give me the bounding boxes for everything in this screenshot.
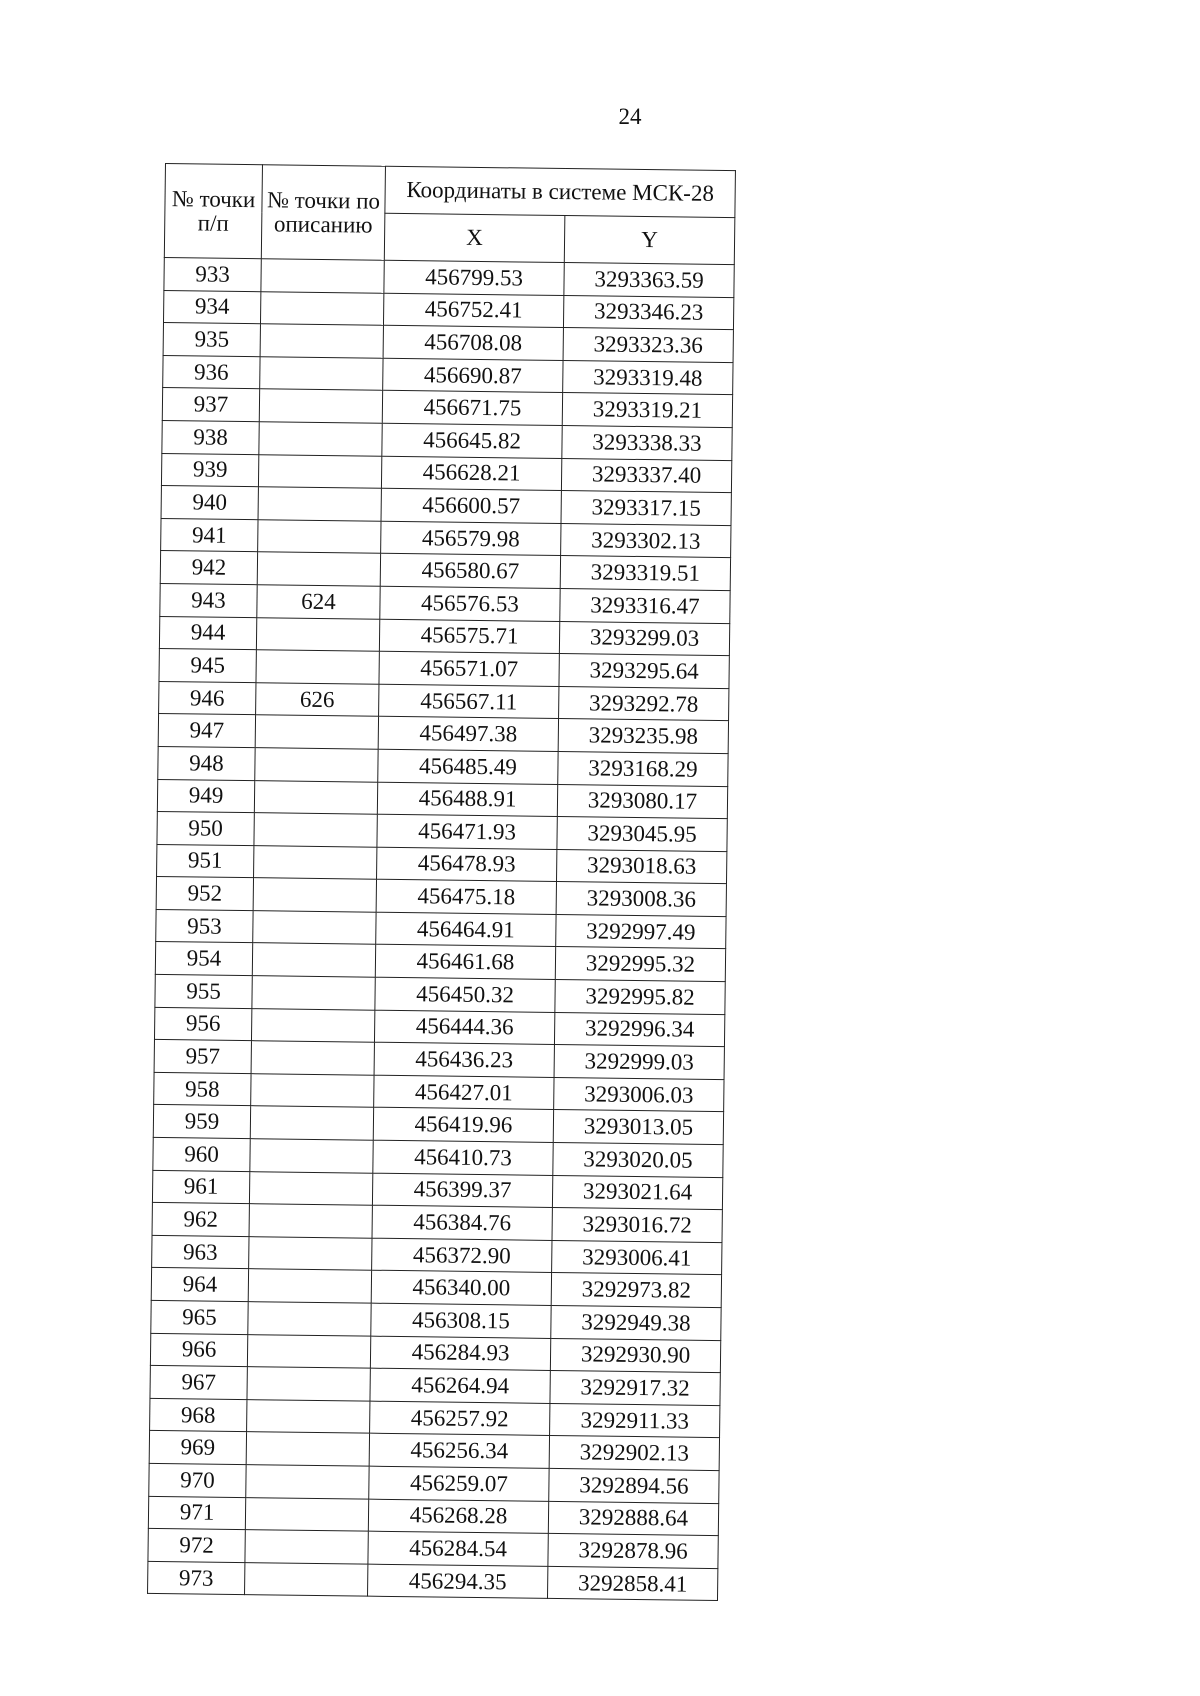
cell-x: 456410.73 xyxy=(373,1140,553,1175)
cell-description-point xyxy=(257,552,380,586)
cell-point-number: 956 xyxy=(154,1007,251,1041)
cell-y: 3293295.64 xyxy=(559,654,729,689)
cell-description-point xyxy=(249,1171,372,1205)
cell-point-number: 968 xyxy=(150,1398,247,1432)
cell-description-point xyxy=(254,845,377,879)
cell-x: 456284.93 xyxy=(370,1336,550,1371)
cell-y: 3293319.51 xyxy=(560,556,730,591)
cell-description-point xyxy=(247,1399,370,1433)
cell-description-point xyxy=(245,1562,368,1596)
cell-x: 456485.49 xyxy=(378,749,558,784)
cell-x: 456567.11 xyxy=(379,684,559,719)
cell-point-number: 969 xyxy=(149,1431,246,1465)
cell-point-number: 934 xyxy=(163,290,260,324)
cell-point-number: 955 xyxy=(155,975,252,1009)
cell-y: 3293018.63 xyxy=(556,849,726,884)
cell-point-number: 949 xyxy=(157,779,254,813)
header-coordinates: Координаты в системе МСК-28 xyxy=(385,166,736,217)
cell-x: 456444.36 xyxy=(374,1010,554,1045)
cell-point-number: 950 xyxy=(157,812,254,846)
cell-point-number: 946 xyxy=(159,681,256,715)
cell-point-number: 944 xyxy=(159,616,256,650)
cell-description-point xyxy=(245,1530,368,1564)
cell-point-number: 962 xyxy=(152,1203,249,1237)
cell-description-point xyxy=(256,650,379,684)
cell-point-number: 937 xyxy=(162,388,259,422)
cell-x: 456308.15 xyxy=(371,1303,551,1338)
cell-description-point xyxy=(255,715,378,749)
cell-description-point xyxy=(256,617,379,651)
cell-x: 456294.35 xyxy=(368,1564,548,1599)
table-row xyxy=(148,1561,718,1601)
cell-x: 456580.67 xyxy=(380,554,560,589)
cell-x: 456372.90 xyxy=(372,1238,552,1273)
cell-x: 456450.32 xyxy=(375,977,555,1012)
cell-point-number: 967 xyxy=(150,1366,247,1400)
cell-description-point xyxy=(249,1204,372,1238)
cell-point-number: 942 xyxy=(160,551,257,585)
cell-point-number: 939 xyxy=(161,453,258,487)
cell-x: 456799.53 xyxy=(384,260,564,295)
cell-x: 456645.82 xyxy=(382,423,562,458)
cell-y: 3292949.38 xyxy=(551,1305,721,1340)
cell-y: 3293319.21 xyxy=(562,393,732,428)
cell-description-point xyxy=(253,878,376,912)
cell-y: 3293316.47 xyxy=(560,588,730,623)
cell-y: 3292973.82 xyxy=(551,1273,721,1308)
cell-y: 3292995.32 xyxy=(555,947,725,982)
cell-description-point xyxy=(258,519,381,553)
cell-description-point xyxy=(260,356,383,390)
cell-point-number: 963 xyxy=(152,1235,249,1269)
cell-point-number: 952 xyxy=(156,877,253,911)
cell-x: 456264.94 xyxy=(370,1368,550,1403)
cell-description-point xyxy=(246,1465,369,1499)
cell-description-point xyxy=(259,389,382,423)
cell-description-point xyxy=(249,1236,372,1270)
cell-description-point xyxy=(247,1334,370,1368)
cell-x: 456752.41 xyxy=(383,293,563,328)
cell-x: 456436.23 xyxy=(374,1042,554,1077)
cell-y: 3293006.41 xyxy=(552,1240,722,1275)
cell-x: 456478.93 xyxy=(377,847,557,882)
cell-description-point xyxy=(251,1073,374,1107)
table-header xyxy=(164,164,735,265)
cell-point-number: 948 xyxy=(158,746,255,780)
cell-x: 456340.00 xyxy=(371,1271,551,1306)
cell-point-number: 957 xyxy=(154,1040,251,1074)
cell-y: 3292888.64 xyxy=(548,1501,718,1536)
header-x: X xyxy=(384,213,565,262)
cell-y: 3293016.72 xyxy=(552,1208,722,1243)
cell-x: 456579.98 xyxy=(381,521,561,556)
cell-point-number: 960 xyxy=(153,1137,250,1171)
cell-description-point xyxy=(251,1008,374,1042)
cell-x: 456419.96 xyxy=(373,1108,553,1143)
cell-x: 456600.57 xyxy=(381,488,561,523)
cell-x: 456576.53 xyxy=(380,586,560,621)
cell-point-number: 953 xyxy=(156,909,253,943)
cell-x: 456427.01 xyxy=(374,1075,554,1110)
cell-x: 456488.91 xyxy=(377,782,557,817)
cell-point-number: 933 xyxy=(164,257,261,291)
cell-y: 3293363.59 xyxy=(564,263,734,298)
cell-description-point xyxy=(252,976,375,1010)
cell-description-point xyxy=(246,1432,369,1466)
cell-x: 456257.92 xyxy=(370,1401,550,1436)
cell-point-number: 965 xyxy=(151,1300,248,1334)
page-number: 24 xyxy=(618,104,642,129)
cell-description-point xyxy=(252,943,375,977)
cell-point-number: 961 xyxy=(152,1170,249,1204)
cell-y: 3293235.98 xyxy=(558,719,728,754)
cell-x: 456571.07 xyxy=(379,651,559,686)
cell-description-point xyxy=(251,1041,374,1075)
cell-description-point xyxy=(258,487,381,521)
cell-y: 3293020.05 xyxy=(553,1142,723,1177)
cell-y: 3293292.78 xyxy=(559,686,729,721)
cell-point-number: 970 xyxy=(149,1463,246,1497)
cell-point-number: 945 xyxy=(159,649,256,683)
cell-description-point xyxy=(248,1269,371,1303)
cell-x: 456575.71 xyxy=(379,619,559,654)
cell-point-number: 966 xyxy=(150,1333,247,1367)
cell-description-point xyxy=(248,1302,371,1336)
cell-x: 456461.68 xyxy=(375,945,555,980)
cell-y: 3292911.33 xyxy=(550,1403,720,1438)
cell-y: 3292999.03 xyxy=(554,1045,724,1080)
cell-y: 3292858.41 xyxy=(547,1566,717,1601)
cell-point-number: 943 xyxy=(160,583,257,617)
cell-x: 456628.21 xyxy=(381,456,561,491)
cell-point-number: 936 xyxy=(163,355,260,389)
cell-point-number: 951 xyxy=(157,844,254,878)
coordinates-table-wrapper xyxy=(147,163,735,1601)
cell-y: 3293013.05 xyxy=(553,1110,723,1145)
cell-point-number: 959 xyxy=(153,1105,250,1139)
cell-x: 456384.76 xyxy=(372,1205,552,1240)
cell-y: 3293346.23 xyxy=(563,295,733,330)
cell-x: 456256.34 xyxy=(369,1434,549,1469)
cell-y: 3292995.82 xyxy=(555,980,725,1015)
cell-y: 3292894.56 xyxy=(549,1468,719,1503)
cell-point-number: 947 xyxy=(158,714,255,748)
cell-point-number: 940 xyxy=(161,486,258,520)
cell-point-number: 935 xyxy=(163,323,260,357)
cell-description-point xyxy=(258,454,381,488)
cell-description-point xyxy=(250,1106,373,1140)
cell-x: 456671.75 xyxy=(382,391,562,426)
cell-description-point: 626 xyxy=(256,682,379,716)
cell-x: 456471.93 xyxy=(377,814,557,849)
coordinates-table xyxy=(147,163,736,1601)
cell-description-point: 624 xyxy=(257,585,380,619)
cell-y: 3293168.29 xyxy=(558,751,728,786)
cell-y: 3293299.03 xyxy=(559,621,729,656)
cell-description-point xyxy=(250,1139,373,1173)
cell-x: 456259.07 xyxy=(369,1466,549,1501)
cell-point-number: 972 xyxy=(148,1529,245,1563)
cell-y: 3292878.96 xyxy=(548,1534,718,1569)
cell-y: 3293317.15 xyxy=(561,491,731,526)
cell-description-point xyxy=(259,422,382,456)
cell-y: 3293323.36 xyxy=(563,328,733,363)
cell-point-number: 954 xyxy=(155,942,252,976)
cell-y: 3293080.17 xyxy=(557,784,727,819)
cell-y: 3292996.34 xyxy=(554,1012,724,1047)
cell-y: 3292917.32 xyxy=(550,1371,720,1406)
cell-description-point xyxy=(255,748,378,782)
cell-x: 456464.91 xyxy=(376,912,556,947)
cell-y: 3293337.40 xyxy=(561,458,731,493)
cell-x: 456690.87 xyxy=(383,358,563,393)
cell-point-number: 958 xyxy=(154,1072,251,1106)
header-y: Y xyxy=(564,216,735,265)
cell-y: 3293302.13 xyxy=(561,523,731,558)
cell-y: 3293006.03 xyxy=(554,1077,724,1112)
cell-description-point xyxy=(261,259,384,293)
cell-point-number: 964 xyxy=(151,1268,248,1302)
cell-description-point xyxy=(254,813,377,847)
cell-description-point xyxy=(260,324,383,358)
cell-point-number: 973 xyxy=(148,1561,245,1595)
cell-x: 456399.37 xyxy=(372,1173,552,1208)
cell-y: 3292997.49 xyxy=(556,914,726,949)
cell-description-point xyxy=(245,1497,368,1531)
cell-description-point xyxy=(260,291,383,325)
cell-point-number: 971 xyxy=(148,1496,245,1530)
cell-y: 3293319.48 xyxy=(563,360,733,395)
cell-y: 3293021.64 xyxy=(552,1175,722,1210)
cell-description-point xyxy=(247,1367,370,1401)
cell-x: 456708.08 xyxy=(383,325,563,360)
cell-description-point xyxy=(254,780,377,814)
cell-y: 3292902.13 xyxy=(549,1436,719,1471)
cell-x: 456475.18 xyxy=(376,879,556,914)
header-point-number: № точки п/п xyxy=(164,164,262,259)
cell-y: 3293045.95 xyxy=(557,817,727,852)
cell-y: 3293338.33 xyxy=(562,425,732,460)
cell-x: 456497.38 xyxy=(378,717,558,752)
cell-y: 3292930.90 xyxy=(550,1338,720,1373)
header-description-point: № точки по описанию xyxy=(261,165,385,261)
cell-x: 456268.28 xyxy=(368,1499,548,1534)
cell-point-number: 941 xyxy=(161,518,258,552)
cell-point-number: 938 xyxy=(162,420,259,454)
table-body xyxy=(148,257,735,1600)
cell-description-point xyxy=(253,911,376,945)
cell-x: 456284.54 xyxy=(368,1531,548,1566)
cell-y: 3293008.36 xyxy=(556,882,726,917)
